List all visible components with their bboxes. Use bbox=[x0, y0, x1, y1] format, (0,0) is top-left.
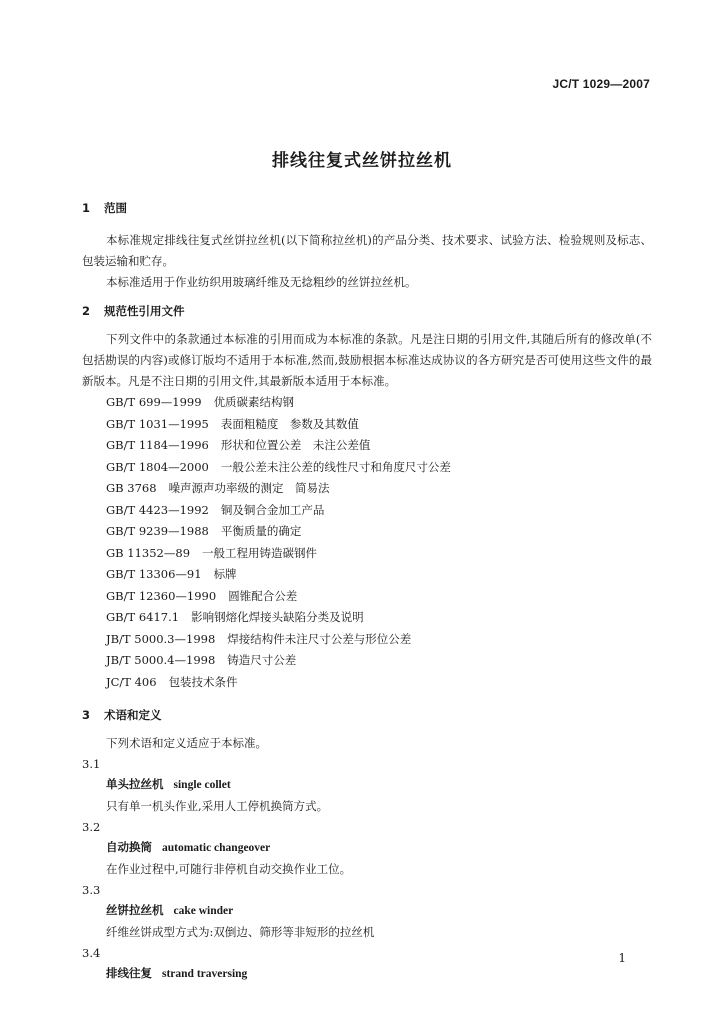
reference-title: 铜及铜合金加工产品 bbox=[220, 502, 325, 517]
reference-title: 一般工程用铸造碳钢件 bbox=[202, 545, 318, 560]
reference-code: GB/T 12360—1990 bbox=[106, 588, 217, 603]
document-body bbox=[82, 200, 652, 985]
reference-item bbox=[106, 629, 652, 651]
page-number: 1 bbox=[618, 951, 626, 965]
reference-title: 影响钢熔化焊接头缺陷分类及说明 bbox=[191, 610, 364, 624]
term-chinese: 自动换筒 bbox=[106, 840, 152, 854]
term-chinese: 丝饼拉丝机 bbox=[106, 903, 164, 917]
reference-code: GB/T 9239—1988 bbox=[106, 524, 209, 538]
reference-item bbox=[106, 435, 652, 457]
term-english: strand traversing bbox=[162, 968, 248, 980]
section-number: 1 bbox=[82, 201, 91, 215]
term-english: automatic changeover bbox=[162, 842, 271, 854]
term-entry bbox=[106, 900, 652, 922]
reference-title: 平衡质量的确定 bbox=[220, 524, 302, 538]
reference-title: 铸造尺寸公差 bbox=[227, 653, 297, 667]
reference-item bbox=[106, 392, 652, 414]
references-intro: 下列文件中的条款通过本标准的引用而成为本标准的条款。凡是注日期的引用文件,其随后所有的修改单(不包括勘误的内容)或修订版均不适用于本标准,然而,鼓励根据本标准达成协议的各方研究是否可使用这些文件的最新版本。凡是不注日期的引用文件,其最新版本适用于本标准。 bbox=[82, 332, 652, 388]
reference-item bbox=[106, 521, 652, 543]
term-chinese: 排线往复 bbox=[106, 966, 152, 980]
section-number: 2 bbox=[82, 304, 91, 318]
reference-code: JB/T 5000.3—1998 bbox=[106, 631, 216, 646]
term-english: single collet bbox=[173, 779, 231, 791]
scope-paragraph-2: 本标准适用于作业纺织用玻璃纤维及无捻粗纱的丝饼拉丝机。 bbox=[106, 275, 417, 289]
reference-title: 焊接结构件未注尺寸公差与形位公差 bbox=[227, 631, 412, 646]
reference-code: GB/T 1184—1996 bbox=[106, 438, 209, 452]
term-entry bbox=[106, 837, 652, 859]
scope-paragraph-1: 本标准规定排线往复式丝饼拉丝机(以下简称拉丝机)的产品分类、技术要求、试验方法、检验规则及标志、包装运输和贮存。 bbox=[82, 233, 652, 268]
reference-item bbox=[106, 564, 652, 586]
reference-item bbox=[106, 414, 652, 436]
section-number: 3 bbox=[82, 708, 91, 722]
clause-number: 3.4 bbox=[82, 946, 101, 960]
reference-item bbox=[106, 457, 652, 479]
clause-number: 3.3 bbox=[82, 883, 101, 897]
term-definition: 在作业过程中,可随行非停机自动交换作业工位。 bbox=[106, 862, 352, 876]
section-title: 术语和定义 bbox=[104, 708, 162, 722]
term-english: cake winder bbox=[173, 905, 234, 917]
reference-item bbox=[106, 672, 652, 694]
section-heading-normative-references bbox=[82, 303, 652, 319]
term-definition: 纤维丝饼成型方式为:双倒边、筛形等非短形的拉丝机 bbox=[106, 925, 375, 939]
reference-code: GB/T 4423—1992 bbox=[106, 502, 209, 517]
reference-item bbox=[106, 478, 652, 500]
reference-title: 一般公差未注公差的线性尺寸和角度尺寸公差 bbox=[220, 459, 451, 474]
term-definition: 只有单一机头作业,采用人工停机换筒方式。 bbox=[106, 799, 329, 813]
reference-code: GB/T 1804—2000 bbox=[106, 459, 209, 474]
reference-title: 噪声源声功率级的测定 简易法 bbox=[168, 481, 330, 495]
document-title: 排线往复式丝饼拉丝机 bbox=[272, 151, 452, 171]
section-title: 范围 bbox=[104, 201, 127, 215]
clause-number: 3.1 bbox=[82, 757, 101, 771]
reference-code: GB/T 699—1999 bbox=[106, 395, 202, 409]
section-heading-scope bbox=[82, 200, 652, 216]
reference-item bbox=[106, 607, 652, 629]
reference-item bbox=[106, 650, 652, 672]
section-title: 规范性引用文件 bbox=[104, 304, 185, 318]
reference-title: 优质碳素结构钢 bbox=[213, 395, 295, 409]
reference-code: GB/T 6417.1 bbox=[106, 610, 180, 624]
term-chinese: 单头拉丝机 bbox=[106, 777, 164, 791]
term-entry bbox=[106, 963, 652, 985]
reference-title: 包装技术条件 bbox=[168, 674, 238, 689]
terms-intro: 下列术语和定义适应于本标准。 bbox=[106, 736, 267, 750]
reference-code: GB/T 1031—1995 bbox=[106, 416, 209, 431]
reference-item bbox=[106, 543, 652, 565]
clause-number: 3.2 bbox=[82, 820, 101, 834]
reference-code: GB/T 13306—91 bbox=[106, 567, 202, 581]
section-heading-terms-definitions bbox=[82, 707, 652, 723]
reference-title: 标牌 bbox=[213, 567, 237, 581]
reference-code: JC/T 406 bbox=[106, 674, 157, 689]
reference-title: 圆锥配合公差 bbox=[228, 588, 298, 603]
reference-item bbox=[106, 586, 652, 608]
standard-code: JC/T 1029—2007 bbox=[552, 77, 650, 91]
term-entry bbox=[106, 774, 652, 796]
reference-title: 形状和位置公差 未注公差值 bbox=[220, 438, 371, 452]
reference-item bbox=[106, 500, 652, 522]
reference-code: GB 11352—89 bbox=[106, 545, 191, 560]
reference-code: JB/T 5000.4—1998 bbox=[106, 653, 216, 667]
reference-code: GB 3768 bbox=[106, 481, 157, 495]
reference-title: 表面粗糙度 参数及其数值 bbox=[220, 416, 359, 431]
reference-list bbox=[82, 392, 652, 693]
